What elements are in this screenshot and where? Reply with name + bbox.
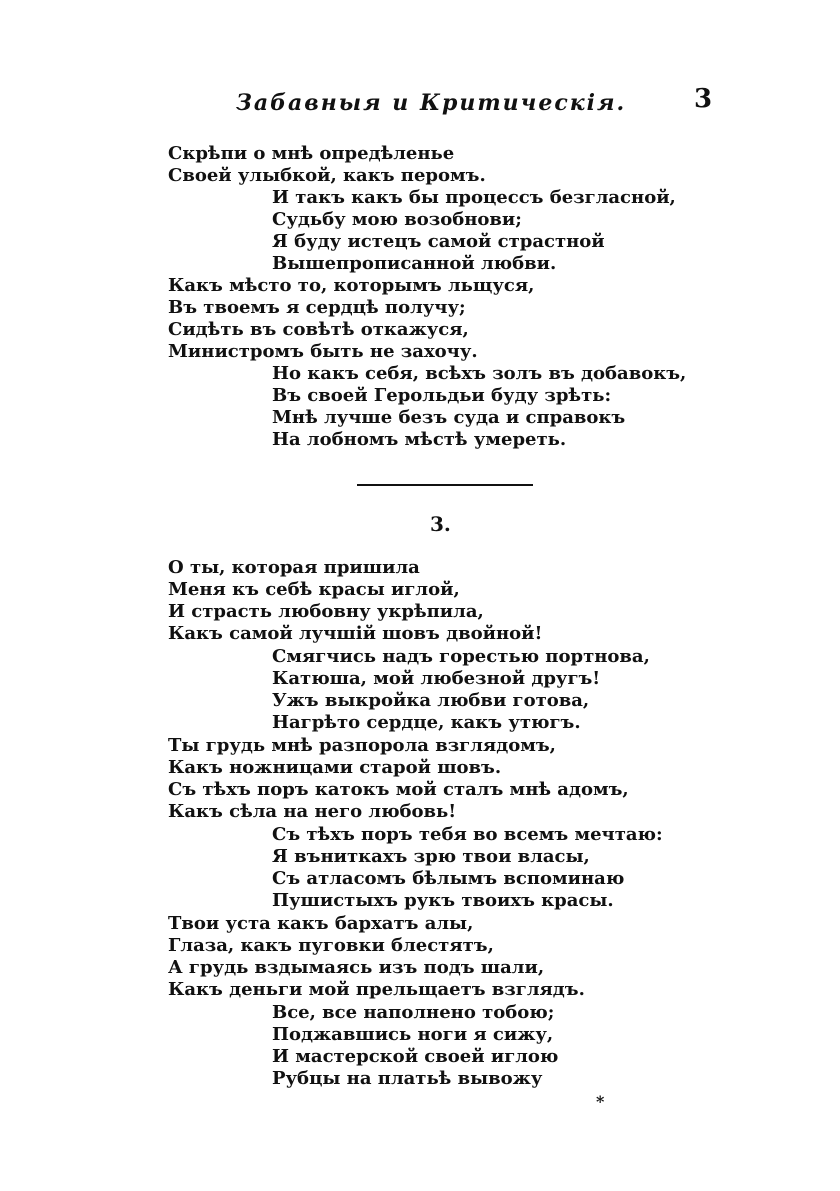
poem-line: Нагрѣто сердце, какъ утюгъ. (272, 712, 581, 733)
poem-line: Катюша, мой любезной другъ! (272, 668, 601, 689)
footer-mark: * (596, 1092, 605, 1111)
poem-line: Я буду истецъ самой страстной (272, 231, 605, 252)
poem-line: Ты грудь мнѣ разпорола взглядомъ, (168, 735, 556, 756)
poem-line: Какъ ножницами старой шовъ. (168, 757, 502, 778)
poem-line: Судьбу мою возобнови; (272, 209, 522, 230)
poem-line: Скрѣпи о мнѣ опредѣленье (168, 143, 455, 164)
poem-line: О ты, которая пришила (168, 557, 420, 578)
poem-line: Въ своей Герольдьи буду зрѣть: (272, 385, 612, 406)
poem-line: Ужъ выкройка любви готова, (272, 690, 590, 711)
header-title: Забавныя и Критическія. (236, 90, 627, 116)
poem-line: И мастерской своей иглою (272, 1046, 559, 1067)
poem-line: Своей улыбкой, какъ перомъ. (168, 165, 486, 186)
poem-line: Какъ сѣла на него любовь! (168, 801, 457, 822)
poem-line: Съ атласомъ бѣлымъ вспоминаю (272, 868, 625, 889)
section-number: 3. (430, 512, 451, 536)
poem-line: Рубцы на платьѣ вывожу (272, 1068, 543, 1089)
poem-line: Мнѣ лучше безъ суда и справокъ (272, 407, 626, 428)
poem-line: Я въниткахъ зрю твои власы, (272, 846, 590, 867)
poem-line: На лобномъ мѣстѣ умереть. (272, 429, 567, 450)
poem-line: Какъ самой лучшій шовъ двойной! (168, 623, 543, 644)
poem-line: Смягчись надъ горестью портнова, (272, 646, 650, 667)
poem-line: Съ тѣхъ поръ катокъ мой сталъ мнѣ адомъ, (168, 779, 629, 800)
section-divider (357, 484, 533, 486)
poem-line: Какъ деньги мой прельщаетъ взглядъ. (168, 979, 585, 1000)
poem-line: Поджавшись ноги я сижу, (272, 1024, 554, 1045)
poem-line: Вышепрописанной любви. (272, 253, 557, 274)
poem-line: Министромъ быть не захочу. (168, 341, 478, 362)
poem-line: Съ тѣхъ поръ тебя во всемъ мечтаю: (272, 824, 663, 845)
poem-line: Какъ мѣсто то, которымъ льщуся, (168, 275, 535, 296)
poem-line: Глаза, какъ пуговки блестятъ, (168, 935, 494, 956)
page-number: 3 (694, 84, 715, 114)
poem-line: Твои уста какъ бархатъ алы, (168, 913, 474, 934)
poem-line: Въ твоемъ я сердцѣ получу; (168, 297, 466, 318)
poem-line: И страсть любовну укрѣпила, (168, 601, 484, 622)
poem-line: Но какъ себя, всѣхъ золъ въ добавокъ, (272, 363, 687, 384)
poem-line: Все, все наполнено тобою; (272, 1002, 555, 1023)
poem-line: Сидѣть въ совѣтѣ откажуся, (168, 319, 469, 340)
poem-line: Меня къ себѣ красы иглой, (168, 579, 460, 600)
poem-line: Пушистыхъ рукъ твоихъ красы. (272, 890, 614, 911)
poem-line: А грудь вздымаясь изъ подъ шали, (168, 957, 545, 978)
poem-line: И такъ какъ бы процессъ безгласной, (272, 187, 676, 208)
